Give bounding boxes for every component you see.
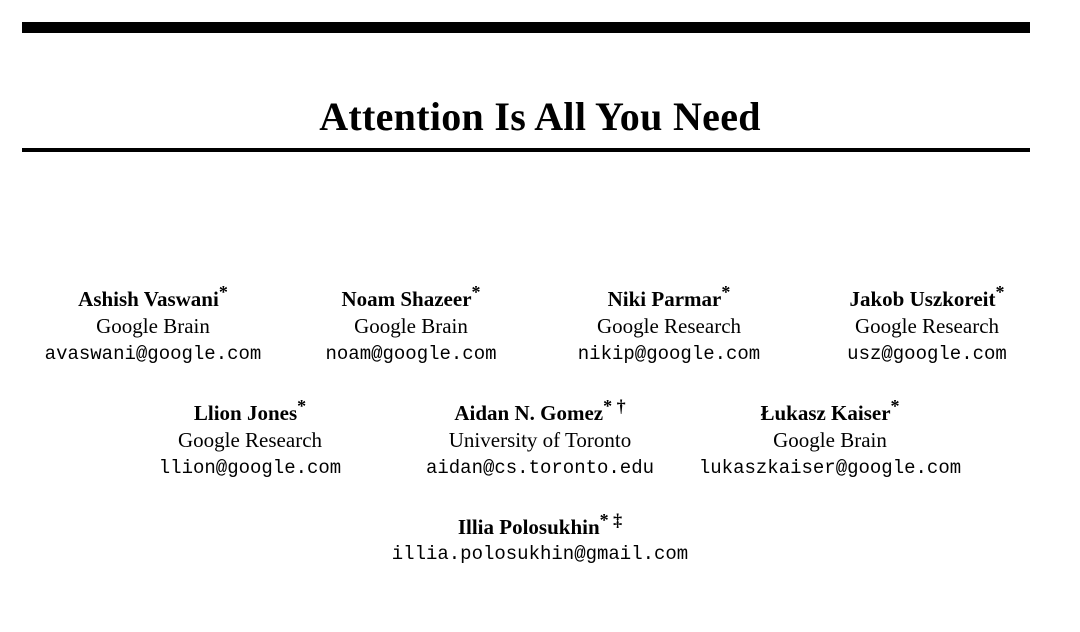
- author-affiliation: Google Brain: [354, 314, 468, 338]
- author-name-text: Aidan N. Gomez: [454, 401, 604, 425]
- author-email[interactable]: usz@google.com: [847, 343, 1007, 365]
- author-block: [330, 510, 750, 568]
- author-block: [540, 282, 798, 368]
- author-affiliation: Google Research: [596, 314, 742, 338]
- author-affiliation: Google Brain: [96, 314, 210, 338]
- author-email[interactable]: nikip@google.com: [577, 343, 761, 365]
- author-footnote-mark: *: [471, 282, 481, 302]
- author-name: [288, 282, 534, 312]
- author-footnote-mark: *: [218, 282, 228, 302]
- author-name: [111, 396, 389, 426]
- author-footnote-mark: *: [721, 282, 731, 302]
- author-email[interactable]: avaswani@google.com: [44, 343, 262, 365]
- author-footnote-mark: * ‡: [599, 510, 623, 530]
- author-name: [30, 282, 276, 312]
- author-name: [401, 396, 679, 426]
- author-footnote-mark: *: [297, 396, 307, 416]
- author-name-text: Niki Parmar: [607, 287, 722, 311]
- author-email[interactable]: aidan@cs.toronto.edu: [425, 457, 655, 479]
- author-name: [804, 282, 1050, 312]
- author-block: [685, 396, 975, 482]
- author-affiliation: Google Research: [854, 314, 1000, 338]
- author-name: [336, 510, 744, 540]
- author-affiliation: Google Research: [177, 428, 323, 452]
- author-email[interactable]: llion@google.com: [158, 457, 342, 479]
- author-name: [546, 282, 792, 312]
- author-name-text: Jakob Uszkoreit: [849, 287, 996, 311]
- author-block: [282, 282, 540, 368]
- author-footnote-mark: *: [890, 396, 900, 416]
- author-list: [0, 282, 1080, 568]
- author-email[interactable]: lukaszkaiser@google.com: [698, 457, 962, 479]
- author-name-text: Illia Polosukhin: [457, 515, 600, 539]
- author-affiliation: University of Toronto: [448, 428, 632, 452]
- author-footnote-mark: *: [995, 282, 1005, 302]
- author-name: [691, 396, 969, 426]
- author-row: [0, 510, 1080, 568]
- top-rule: [22, 22, 1030, 33]
- author-block: [105, 396, 395, 482]
- author-block: [798, 282, 1056, 368]
- author-email[interactable]: illia.polosukhin@gmail.com: [391, 543, 689, 565]
- author-block: [395, 396, 685, 482]
- author-name-text: Llion Jones: [193, 401, 298, 425]
- page-title: Attention Is All You Need: [319, 93, 761, 139]
- author-row: [0, 396, 1080, 482]
- author-row: [0, 282, 1080, 368]
- author-name-text: Łukasz Kaiser: [760, 401, 891, 425]
- author-name-text: Noam Shazeer: [341, 287, 472, 311]
- author-email[interactable]: noam@google.com: [325, 343, 497, 365]
- author-affiliation: Google Brain: [773, 428, 887, 452]
- title-underline-rule: [22, 148, 1030, 152]
- author-block: [24, 282, 282, 368]
- author-name-text: Ashish Vaswani: [78, 287, 219, 311]
- author-footnote-mark: * †: [603, 396, 626, 416]
